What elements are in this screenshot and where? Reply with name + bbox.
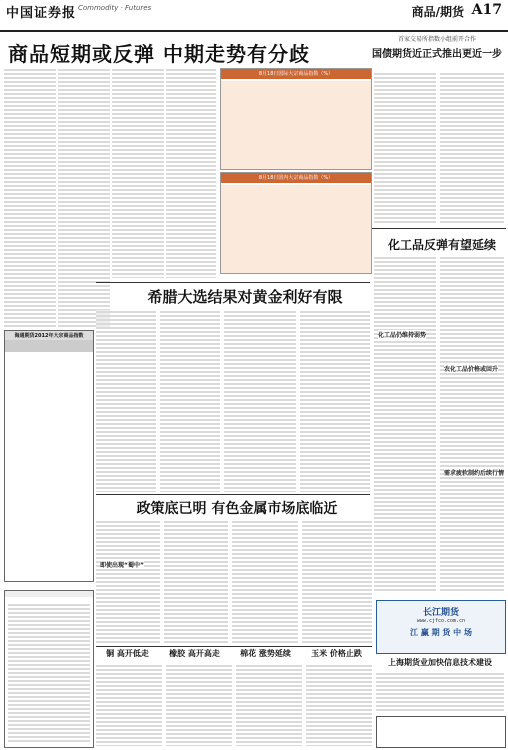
divider <box>96 494 370 495</box>
article-kicker: 首家交易所指数小组前开合作 <box>397 36 476 43</box>
ad-brand: 长江期货 <box>422 608 459 618</box>
article-headline: 希腊大选结果对黄金利好有限 <box>147 288 343 306</box>
page-number: A17 <box>471 2 502 18</box>
commodity-headline: 玉米 价格止跌 <box>311 649 362 658</box>
chart-plot <box>221 81 371 169</box>
article-column <box>112 68 164 278</box>
chart-title: 8月18日国际大宗商品指数（%） <box>221 69 371 79</box>
article-column <box>166 664 232 746</box>
section-subhead: 需求疲软制约后续行情 <box>444 470 505 477</box>
page-header <box>0 0 508 32</box>
article-column <box>232 520 298 644</box>
ad-url: www.cjfco.com.cn <box>416 618 466 624</box>
index-chart-international <box>220 68 372 170</box>
article-column <box>302 520 372 644</box>
article-column <box>58 68 110 328</box>
article-column <box>374 256 436 592</box>
article-column <box>376 672 504 712</box>
article-column <box>164 520 228 644</box>
table-row <box>5 351 93 352</box>
article-column <box>96 310 156 492</box>
article-column <box>224 310 296 492</box>
chart-plot <box>221 185 371 273</box>
article-column <box>160 310 220 492</box>
article-headline: 上海期货业加快信息技术建设 <box>388 658 492 667</box>
article-column <box>300 310 370 492</box>
index-table <box>4 330 94 582</box>
masthead-subtitle: Commodity · Futures <box>78 4 152 12</box>
main-headline: 商品短期或反弹 中期走势有分歧 <box>8 42 310 66</box>
article-headline: 化工品反弹有望延续 <box>388 238 497 252</box>
divider <box>96 646 372 647</box>
sidebar-box <box>4 590 94 748</box>
article-column <box>236 664 302 746</box>
commodity-headline: 橡胶 高开高走 <box>169 649 220 658</box>
commodity-headlines <box>96 648 372 659</box>
section-title: 商品/期货 <box>411 5 464 19</box>
article-column <box>96 520 160 644</box>
divider <box>96 282 370 283</box>
article-column <box>306 664 372 746</box>
article-headline: 国债期货近正式推出更近一步 <box>372 49 502 60</box>
article-column <box>440 72 504 224</box>
sidebar-text <box>8 603 90 743</box>
sidebar-title <box>5 591 93 597</box>
chart-title: 8月18日国内大宗商品指数（%） <box>221 173 371 183</box>
article-column <box>4 68 56 328</box>
table-body <box>5 340 93 352</box>
masthead: 中国证券报 <box>6 6 77 21</box>
divider <box>372 228 506 229</box>
article-column <box>374 72 436 224</box>
section-subhead: 即使出现“蜀中” <box>100 562 144 569</box>
ad-slogan: 江 赢 期 货 中 场 <box>410 627 472 637</box>
article-column <box>440 256 504 592</box>
table-title: 海通期货2012年大宗商品指数 <box>5 331 93 340</box>
advertisement <box>376 600 506 654</box>
article-column <box>96 664 162 746</box>
section-subhead: 农化工品价格或回升 <box>444 366 499 373</box>
article-headline: 政策底已明 有色金属市场底临近 <box>136 501 338 517</box>
index-chart-domestic <box>220 172 372 274</box>
article-column <box>166 68 216 278</box>
bottom-ad <box>376 716 506 748</box>
commodity-headline: 棉花 涨势延续 <box>240 649 291 658</box>
section-subhead: 化工品仍维持弱势 <box>378 332 427 339</box>
commodity-headline: 铜 高开低走 <box>106 649 149 658</box>
right-top-article <box>370 34 504 60</box>
